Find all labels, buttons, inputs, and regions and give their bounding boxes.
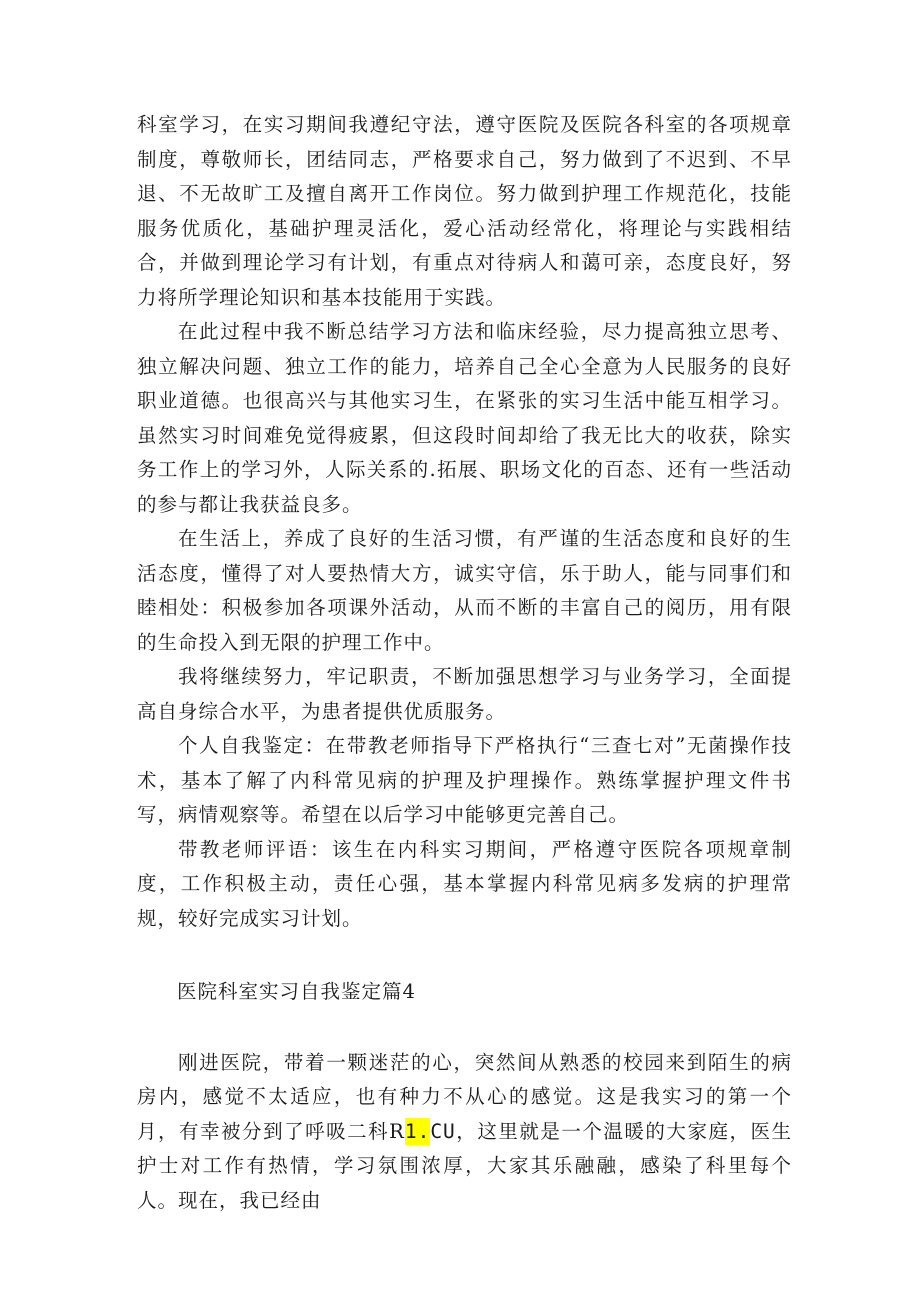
paragraph-7-part2: ，这里就是一个温暖的大家庭，医生护士对工作有热情，学习氛围浓厚，大家其乐融融，感染了科里每个人。现在，我已经由: [137, 1119, 792, 1212]
paragraph-5: 个人自我鉴定：在带教老师指导下严格执行“三查七对”无菌操作技术，基本了解了内科常见病的护理及护理操作。熟练掌握护理文件书写，病情观察等。希望在以后学习中能够更完善自己。: [137, 734, 792, 826]
paragraph-1: 科室学习，在实习期间我遵纪守法，遵守医院及医院各科室的各项规章制度，尊敬师长，团结同志，严格要求自己，努力做到了不迟到、不早退、不无故旷工及擅自离开工作岗位。努力做到护理工作规范化，技能服务优质化，基础护理灵活化，爱心活动经常化，将理论与实践相结合，并做到理论学习有计划，有重点对待病人和蔼可亲，态度良好，努力将所学理论知识和基本技能用于实践。: [137, 113, 792, 309]
highlighted-text: 1.: [404, 1119, 431, 1143]
paragraph-7: [137, 1046, 792, 1219]
document-body: [137, 108, 792, 1218]
paragraph-2: 在此过程中我不断总结学习方法和临床经验，尽力提高独立思考、独立解决问题、独立工作的能力，培养自己全心全意为人民服务的良好职业道德。也很高兴与其他实习生，在紧张的实习生活中能互相学习。虽然实习时间难免觉得疲累，但这段时间却给了我无比大的收获，除实务工作上的学习外，人际关系的.拓展、职场文化的百态、还有一些活动的参与都让我获益良多。: [137, 320, 792, 516]
paragraph-3: 在生活上，养成了良好的生活习惯，有严谨的生活态度和良好的生活态度，懂得了对人要热情大方，诚实守信，乐于助人，能与同事们和睦相处：积极参加各项课外活动，从而不断的丰富自己的阅历，用有限的生命投入到无限的护理工作中。: [137, 527, 792, 654]
section-heading: 医院科室实习自我鉴定篇4: [177, 980, 416, 1003]
paragraph-7-part2-latin: CU: [430, 1119, 456, 1143]
paragraph-4: 我将继续努力，牢记职责，不断加强思想学习与业务学习，全面提高自身综合水平，为患者提供优质服务。: [137, 665, 792, 723]
paragraph-7-part1: 刚进医院，带着一颗迷茫的心，突然间从熟悉的校园来到陌生的病房内，感觉不太适应，也有种力不从心的感觉。这是我实习的第一个月，有幸被分到了呼吸二科R: [137, 1050, 792, 1143]
paragraph-6: 带教老师评语：该生在内科实习期间，严格遵守医院各项规章制度，工作积极主动，责任心强，基本掌握内科常见病多发病的护理常规，较好完成实习计划。: [137, 837, 792, 930]
